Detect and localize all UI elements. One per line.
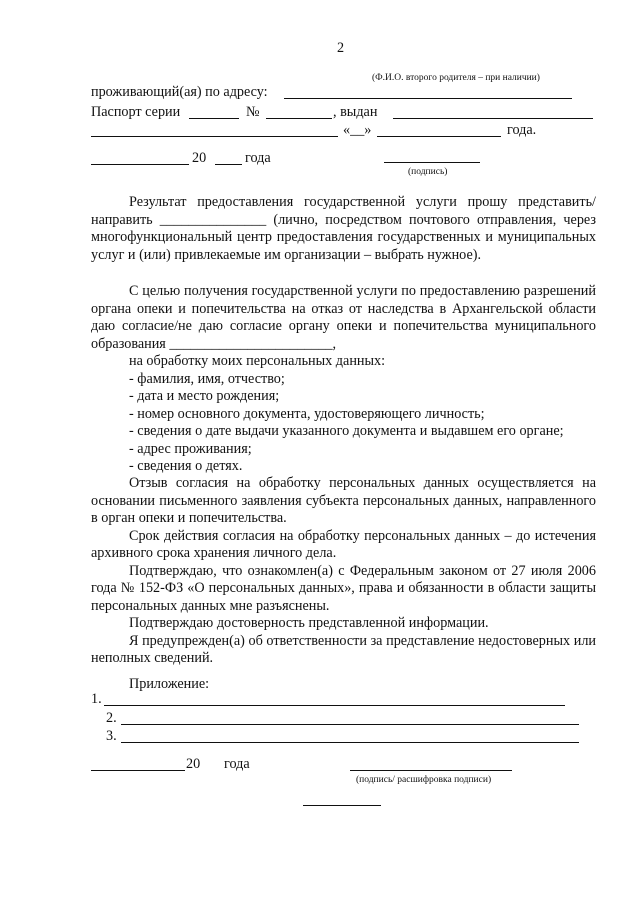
footer-date-day-line[interactable] [91,770,185,771]
list-item: - адрес проживания; [129,440,252,457]
consent-paragraph-block [91,283,596,353]
consent-paragraph: С целью получения государственной услуги по предоставлению разрешений органа опеки и попечительства на отказ от наследства в Архангельской области даю согласие/не даю согласие органу опеки и попечительства муниципального образования _______________________, [91,283,596,352]
list-item: - дата и место рождения; [129,388,280,404]
footer-signature-line[interactable] [350,770,512,771]
result-paragraph-block [91,194,596,264]
date-day-line[interactable] [91,164,189,165]
passport-number-label: № [246,104,260,120]
signature-line[interactable] [384,162,480,163]
date-century: 20 [192,150,207,166]
footer-signature-caption: (подпись/ расшифровка подписи) [356,775,492,785]
page-number: 2 [337,40,345,56]
list-item: - номер основного документа, удостоверяющего личность; [129,405,485,422]
list-item: - фамилия, имя, отчество; [129,370,285,387]
passport-number-line[interactable] [266,118,332,119]
appendix-item-3-line[interactable] [121,742,579,743]
passport-series-label: Паспорт серии [91,104,181,120]
issued-by-line[interactable] [393,118,593,119]
issued-label: , выдан [333,104,378,120]
footer-year-word: года [224,756,250,772]
list-item: - сведения о детях. [129,458,243,474]
issue-year-word: года. [507,122,537,138]
appendix-item-1-line[interactable] [104,705,565,706]
appendix-item-1-number: 1. [91,691,102,707]
issue-month-line[interactable] [377,136,501,137]
address-line[interactable] [284,98,572,99]
confirm-paragraph: Подтверждаю достоверность представленной информации. [129,615,489,631]
closing-rule [303,805,381,806]
appendix-item-3-number: 3. [106,728,117,744]
second-parent-note: (Ф.И.О. второго родителя – при наличии) [372,73,540,83]
date-year-line[interactable] [215,164,242,165]
list-item: - сведения о дате выдачи указанного документа и выдавшем его органе; [129,423,564,439]
issued-by-line-2[interactable] [91,136,338,137]
address-label: проживающий(ая) по адресу: [91,84,268,100]
consent-tail: на обработку моих персональных данных: [129,353,386,369]
appendix-title: Приложение: [129,676,210,692]
appendix-item-2-number: 2. [106,710,117,726]
issue-date-quote: «__» [343,122,372,138]
passport-series-line[interactable] [189,118,239,119]
appendix-item-2-line[interactable] [121,724,579,725]
term-paragraph: Срок действия согласия на обработку персональных данных – до истечения архивного срока хранения личного дела. [91,527,596,561]
withdrawal-paragraph: Отзыв согласия на обработку персональных данных осуществляется на основании письменного заявления субъекта персональных данных, направленного в орган опеки и попечительства. [91,475,596,526]
date-year-word: года [245,150,271,166]
acknowledge-paragraph: Подтверждаю, что ознакомлен(а) с Федеральным законом от 27 июля 2006 года № 152-ФЗ «О персональных данных», права и обязанности в области защиты персональных данных мне разъяснены. [91,562,596,614]
footer-century: 20 [186,756,201,772]
result-paragraph: Результат предоставления государственной услуги прошу представить/направить _______________ (лично, посредством почтового отправления, через многофункциональный центр предоставления государственных и муниципальных услуг и (или) привлекаемые им организации – выбрать нужное). [91,194,596,263]
warning-paragraph: Я предупрежден(а) об ответственности за представление недостоверных или неполных сведений. [91,632,596,666]
personal-data-list [129,353,564,476]
signature-caption: (подпись) [408,167,448,177]
legal-paragraphs [91,475,596,668]
